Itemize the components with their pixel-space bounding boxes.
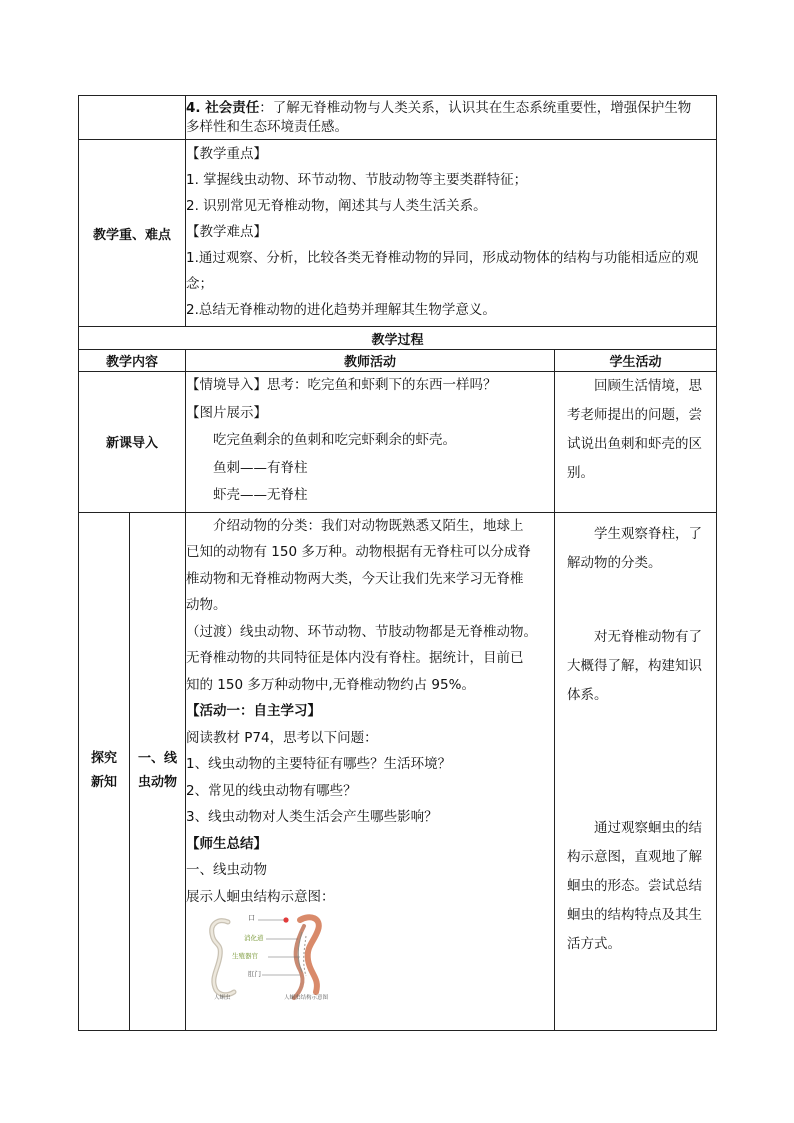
process-title: 教学过程 xyxy=(79,327,717,350)
student-line: 蛔虫的结构特点及其生 xyxy=(567,906,702,923)
explore-line: 介绍动物的分类：我们对动物既熟悉又陌生，地球上 xyxy=(213,517,524,534)
roundworm-diagram xyxy=(188,912,358,1004)
difficulty-title: 【教学难点】 xyxy=(186,224,267,240)
key-item: 2. 识别常见无脊椎动物，阐述其与人类生活关系。 xyxy=(186,198,487,214)
responsibility-text-2: 多样性和生态环境责任感。 xyxy=(186,119,348,135)
question-item: 3、线虫动物对人类生活会产生哪些影响？ xyxy=(186,809,438,825)
intro-student-line: 试说出鱼刺和虾壳的区 xyxy=(567,436,702,452)
lesson-plan-table xyxy=(78,95,717,1031)
intro-line: 虾壳——无脊柱 xyxy=(213,487,308,503)
student-line: 解动物的分类。 xyxy=(567,554,662,571)
student-line: 构示意图，直观地了解 xyxy=(567,848,702,865)
focus-cell xyxy=(186,140,717,327)
activity-title: 【活动一：自主学习】 xyxy=(186,703,321,719)
responsibility-row xyxy=(79,96,717,140)
column-header-row xyxy=(79,350,717,372)
student-line: 学生观察脊柱，了 xyxy=(594,525,702,542)
summary-title: 【师生总结】 xyxy=(186,835,267,852)
label-repro: 生殖器官 xyxy=(232,952,258,960)
student-line: 体系。 xyxy=(567,686,608,703)
intro-line: 鱼刺——有脊柱 xyxy=(213,459,308,476)
header-content: 教学内容 xyxy=(79,350,186,372)
question-item: 1、线虫动物的主要特征有哪些？生活环境？ xyxy=(186,756,452,772)
responsibility-cell xyxy=(186,96,717,140)
process-title-row xyxy=(79,327,717,350)
difficulty-item: 2.总结无脊椎动物的进化趋势并理解其生物学意义。 xyxy=(186,302,496,318)
roundworm-body-highlight xyxy=(212,921,234,995)
explore-label-line: 新知 xyxy=(90,775,117,790)
intro-label: 新课导入 xyxy=(79,372,186,513)
roundworm-svg xyxy=(188,912,358,1004)
intro-student-line: 考老师提出的问题，尝 xyxy=(567,407,702,423)
section-label-line: 虫动物 xyxy=(137,775,177,790)
explore-line: 一、线虫动物 xyxy=(186,862,267,878)
intro-student-line: 回顾生活情境，思 xyxy=(594,378,702,394)
explore-line: 已知的动物有 150 多万种。动物根据有无脊柱可以分成脊 xyxy=(186,544,531,560)
mouth-marker xyxy=(283,917,288,922)
section-label-line: 一、线 xyxy=(137,751,177,766)
explore-line: （过渡）线虫动物、环节动物、节肢动物都是无脊椎动物。 xyxy=(186,623,537,640)
explore-line: 知的 150 多万种动物中,无脊椎动物约占 95%。 xyxy=(186,676,475,693)
intro-teacher-cell xyxy=(186,372,555,513)
intro-line: 【图片展示】 xyxy=(186,404,267,421)
intro-student-line: 别。 xyxy=(567,465,594,481)
student-line: 蛔虫的形态。尝试总结 xyxy=(567,877,702,894)
student-line: 大概得了解，构建知识 xyxy=(567,657,702,674)
nematode-section-label xyxy=(130,512,186,1030)
difficulty-item: 念； xyxy=(186,276,213,292)
key-title: 【教学重点】 xyxy=(186,146,267,162)
explore-teacher-cell xyxy=(186,512,555,1030)
label-mouth: 口 xyxy=(248,914,255,922)
key-item: 1. 掌握线虫动物、环节动物、节肢动物等主要类群特征； xyxy=(186,172,528,188)
intro-row xyxy=(79,372,717,513)
explore-line: 椎动物和无脊椎动物两大类，今天让我们先来学习无脊椎 xyxy=(186,570,524,587)
responsibility-title: 4. 社会责任 xyxy=(186,100,260,116)
intro-line: 【情境导入】思考：吃完鱼和虾剩下的东西一样吗？ xyxy=(186,377,497,393)
explore-label xyxy=(79,512,130,1030)
explore-row xyxy=(79,512,717,1030)
explore-label-line: 探究 xyxy=(90,751,117,766)
header-student: 学生活动 xyxy=(555,350,717,372)
explore-line: 展示人蛔虫结构示意图： xyxy=(186,888,335,905)
explore-line: 动物。 xyxy=(186,597,227,613)
explore-line: 阅读教材 P74，思考以下问题： xyxy=(186,729,378,746)
student-line: 活方式。 xyxy=(567,935,621,952)
explore-line: 无脊椎动物的共同特征是体内没有脊柱。据统计，目前已 xyxy=(186,650,524,666)
caption-right: 人蛔虫结构示意图 xyxy=(284,995,329,1001)
focus-row xyxy=(79,140,717,327)
focus-label: 教学重、难点 xyxy=(79,140,186,327)
intro-student-cell xyxy=(555,372,717,513)
student-line: 对无脊椎动物有了 xyxy=(594,628,702,645)
intro-line: 吃完鱼剩余的鱼刺和吃完虾剩余的虾壳。 xyxy=(213,432,456,448)
responsibility-text: ：了解无脊椎动物与人类关系，认识其在生态系统重要性，增强保护生物 xyxy=(259,100,692,116)
explore-student-cell xyxy=(555,512,717,1030)
caption-left: 人蛔虫 xyxy=(214,995,231,1001)
difficulty-item: 1.通过观察、分析，比较各类无脊椎动物的异同，形成动物体的结构与功能相适应的观 xyxy=(186,250,699,266)
header-teacher: 教师活动 xyxy=(186,350,555,372)
student-line: 通过观察蛔虫的结 xyxy=(594,819,702,836)
question-item: 2、常见的线虫动物有哪些？ xyxy=(186,782,357,799)
label-gut: 消化道 xyxy=(244,934,264,942)
label-anus: 肛门 xyxy=(248,970,261,978)
